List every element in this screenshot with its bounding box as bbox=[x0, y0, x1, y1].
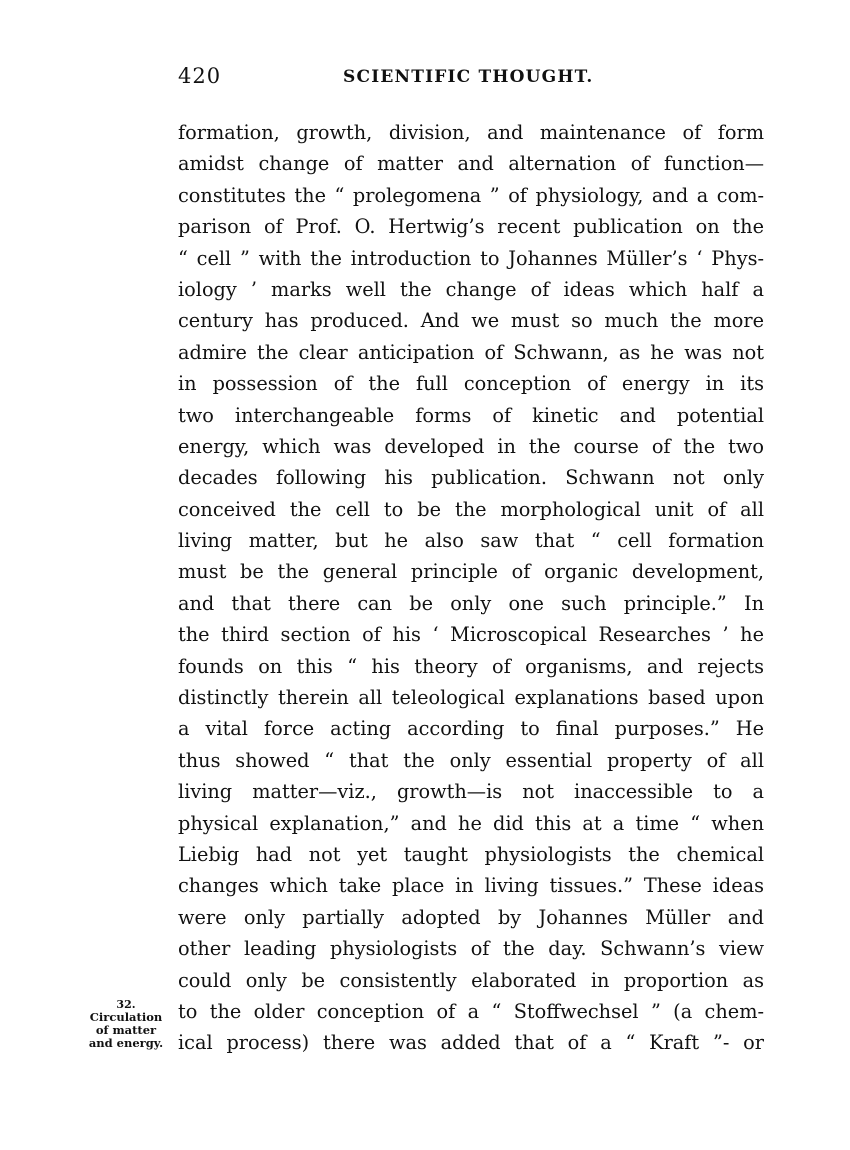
text-line: founds on this “ his theory of organisms, and rejects bbox=[178, 654, 764, 678]
text-line: formation, growth, division, and maintenance of form bbox=[178, 121, 764, 144]
page-number: 420 bbox=[178, 64, 222, 88]
text-line: a vital force acting according to final purposes.” He bbox=[178, 717, 764, 741]
body-text bbox=[178, 117, 764, 1059]
text-line: conceived the cell to be the morphological unit of all bbox=[178, 497, 764, 521]
text-line: constitutes the “ prolegomena ” of physiology, and a com- bbox=[178, 183, 764, 207]
text-line: ical process) there was added that of a “ Kraft ”- or bbox=[178, 1031, 764, 1055]
text-line: in possession of the full conception of energy in its bbox=[178, 372, 764, 396]
text-line: energy, which was developed in the course of the two bbox=[178, 434, 764, 458]
text-line: “ cell ” with the introduction to Johannes Müller’s ‘ Phys- bbox=[178, 246, 764, 270]
text-line: to the older conception of a “ Stoffwechsel ” (a chem- bbox=[178, 999, 764, 1023]
text-line: other leading physiologists of the day. Schwann’s view bbox=[178, 937, 764, 961]
text-line: amidst change of matter and alternation of function— bbox=[178, 152, 764, 176]
text-line: could only be consistently elaborated in proportion as bbox=[178, 968, 764, 992]
margin-note-line: Circulation bbox=[89, 1010, 163, 1024]
text-line: must be the general principle of organic development, bbox=[178, 560, 764, 584]
text-line: distinctly therein all teleological explanations based upon bbox=[178, 686, 764, 710]
margin-note bbox=[78, 998, 174, 1050]
text-line: changes which take place in living tissues.” These ideas bbox=[178, 874, 764, 898]
margin-note-number: 32. bbox=[116, 998, 136, 1011]
text-line: century has produced. And we must so much the more bbox=[178, 309, 764, 333]
text-line: living matter—viz., growth—is not inaccessible to a bbox=[178, 780, 764, 804]
margin-note-line: of matter bbox=[95, 1023, 157, 1037]
text-line: thus showed “ that the only essential property of all bbox=[178, 748, 764, 772]
text-line: Liebig had not yet taught physiologists the chemical bbox=[178, 842, 764, 866]
text-line: admire the clear anticipation of Schwann, as he was not bbox=[178, 340, 764, 364]
text-line: iology ’ marks well the change of ideas which half a bbox=[178, 277, 764, 301]
margin-note-line: and energy. bbox=[88, 1036, 164, 1050]
page-header bbox=[178, 64, 764, 94]
text-line: physical explanation,” and he did this at a time “ when bbox=[178, 811, 764, 835]
text-line: decades following his publication. Schwann not only bbox=[178, 466, 764, 490]
text-line: were only partially adopted by Johannes Müller and bbox=[178, 905, 764, 929]
text-line: the third section of his ‘ Microscopical Researches ’ he bbox=[178, 623, 764, 647]
text-line: two interchangeable forms of kinetic and potential bbox=[178, 403, 764, 427]
text-line: and that there can be only one such principle.” In bbox=[178, 591, 764, 615]
running-title: SCIENTIFIC THOUGHT. bbox=[343, 67, 594, 87]
text-line: parison of Prof. O. Hertwig’s recent publication on the bbox=[178, 215, 764, 239]
text-line: living matter, but he also saw that “ cell formation bbox=[178, 529, 764, 553]
